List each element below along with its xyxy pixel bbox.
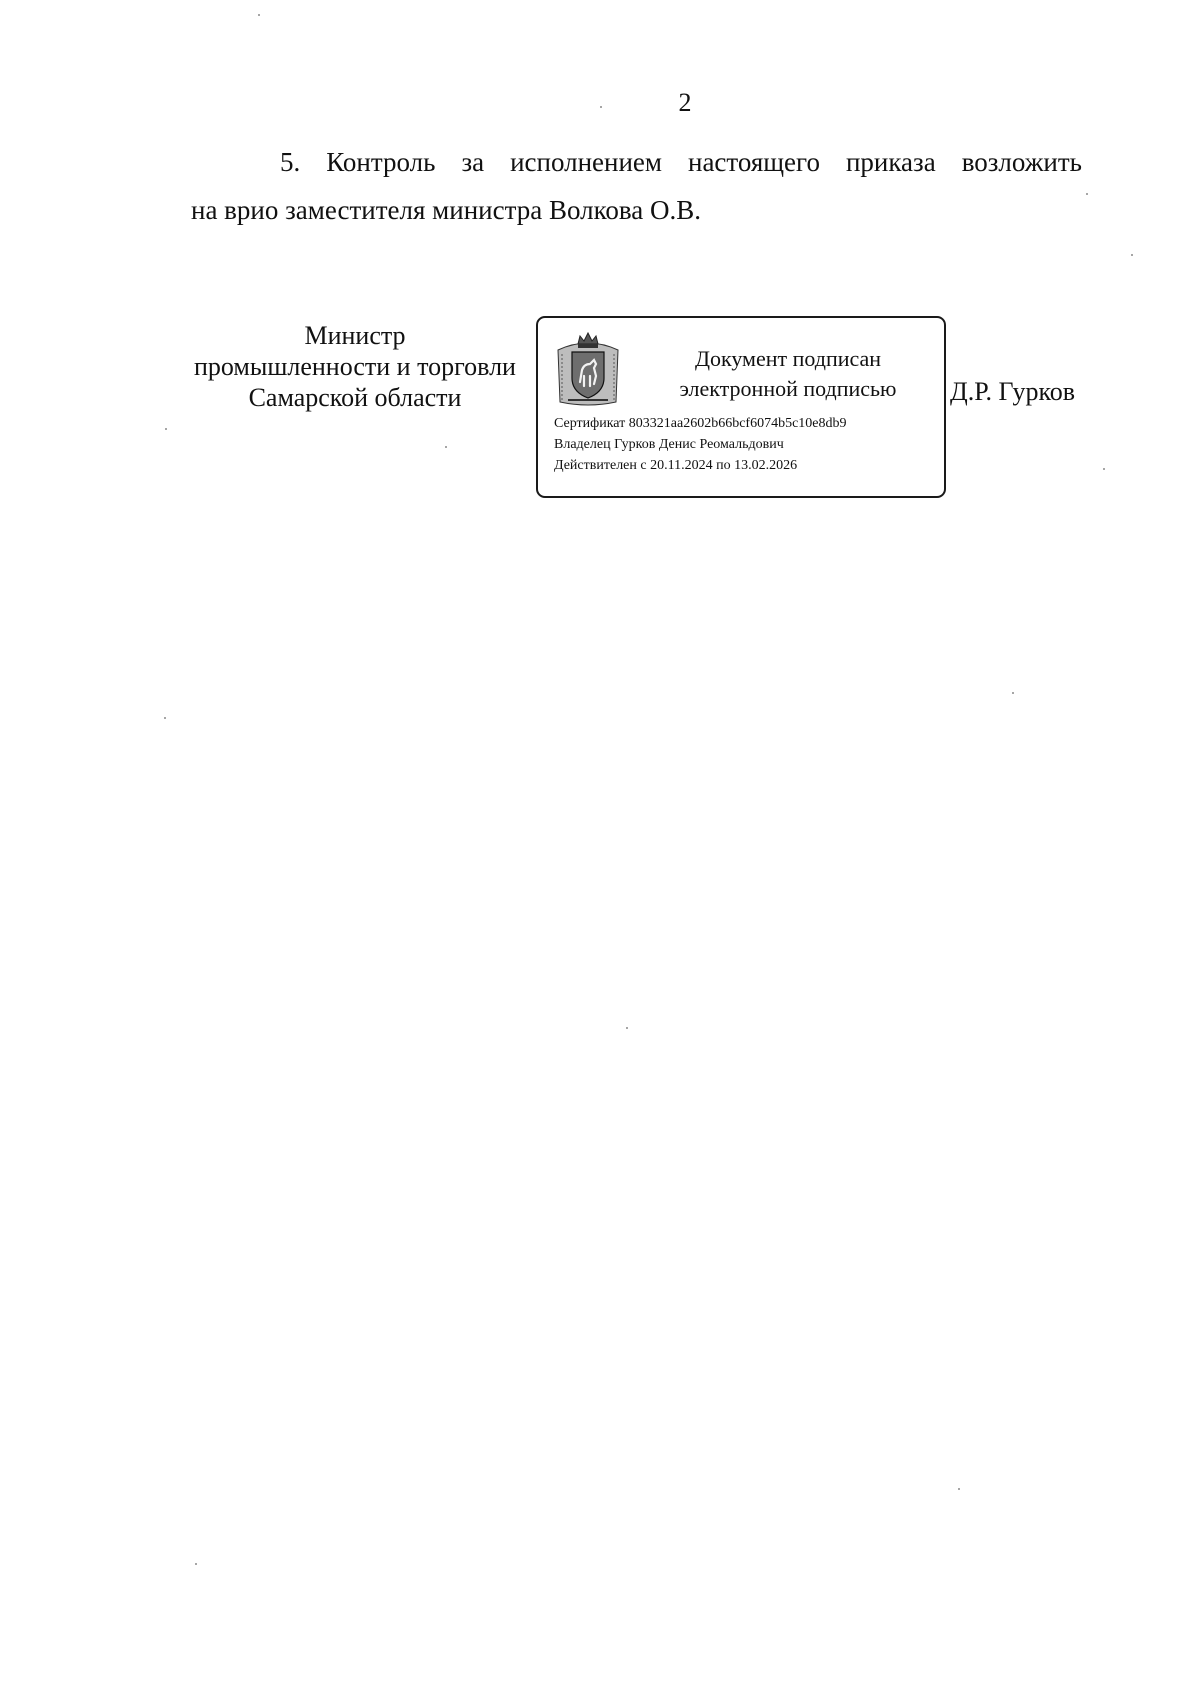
coat-of-arms-icon [554, 330, 622, 408]
paragraph-word: 5. [280, 147, 301, 177]
paragraph-word: исполнением [510, 147, 662, 177]
scan-speck [195, 1563, 197, 1565]
scan-speck [1086, 193, 1088, 195]
paragraph-word: Контроль [326, 147, 436, 177]
scan-speck [1012, 692, 1014, 694]
signatory-position: Министр [304, 321, 406, 350]
signer-name: Д.Р. Гурков [950, 377, 1076, 406]
paragraph-word: приказа [845, 147, 936, 177]
paragraph-line-2: на врио заместителя министра Волкова О.В. [191, 195, 701, 225]
paragraph-line-1 [280, 146, 1082, 178]
certificate-validity: Действителен с 20.11.2024 по 13.02.2026 [554, 458, 798, 473]
paragraph-word: настоящего [688, 147, 820, 177]
electronic-signature-stamp [536, 316, 946, 498]
scan-speck [600, 106, 602, 108]
signatory-region: Самарской области [248, 383, 462, 412]
scan-speck [165, 428, 167, 430]
certificate-number: Сертификат 803321aa2602b66bcf6074b5c10e8db9 [554, 416, 847, 431]
signatory-title [180, 320, 530, 413]
scan-speck [1131, 254, 1133, 256]
scan-speck [958, 1488, 960, 1490]
scan-speck [1103, 468, 1105, 470]
page-number: 2 [678, 88, 692, 117]
stamp-title [638, 344, 938, 404]
scan-speck [164, 717, 166, 719]
stamp-title-line-2: электронной подписью [679, 376, 897, 401]
scan-speck [258, 14, 260, 16]
certificate-owner: Владелец Гурков Денис Реомальдович [554, 437, 784, 452]
scan-speck [445, 446, 447, 448]
stamp-details [554, 413, 847, 476]
signatory-ministry: промышленности и торговли [194, 352, 516, 381]
scan-speck [626, 1027, 628, 1029]
paragraph-word: за [461, 147, 485, 177]
paragraph-word: возложить [961, 147, 1082, 177]
stamp-title-line-1: Документ подписан [694, 346, 882, 371]
